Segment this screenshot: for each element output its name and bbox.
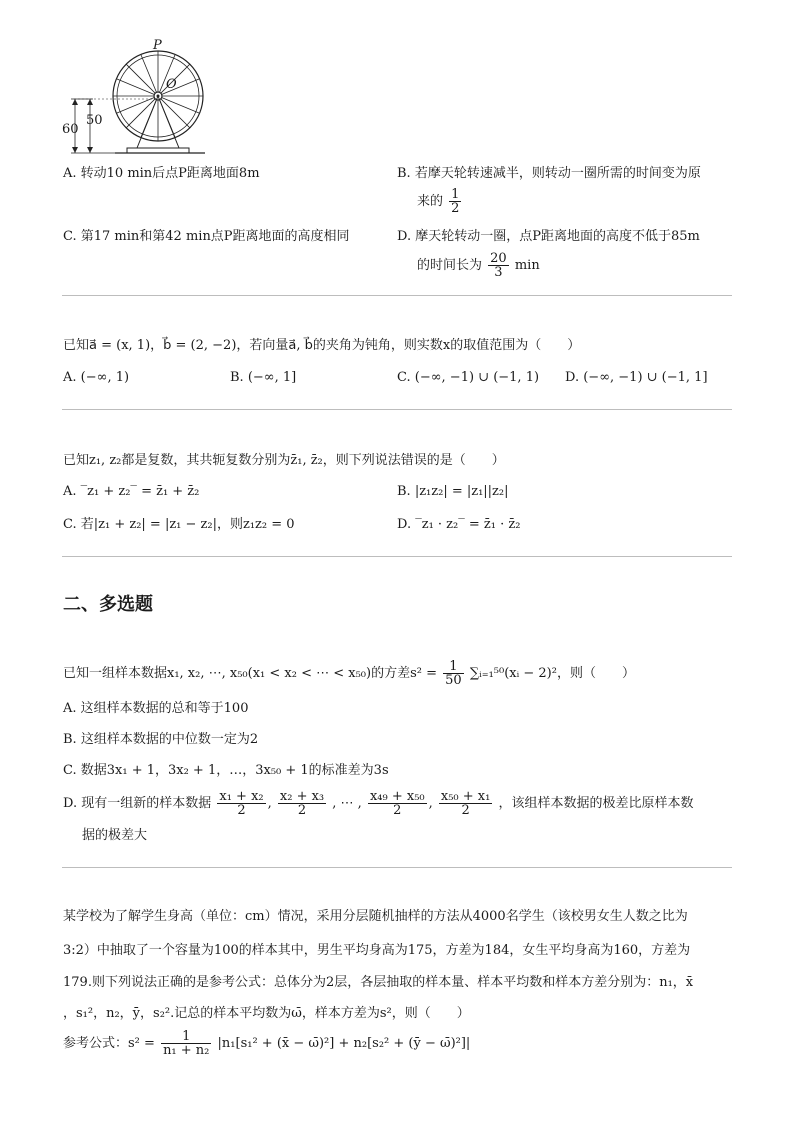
q4-stem-fraction: $\frac{1}{50}$ xyxy=(445,659,462,688)
q5-line2: 3:2）中抽取了一个容量为100的样本其中，男生平均身高为175，方差为184，女生平均身高为160，方差为 xyxy=(63,943,691,958)
q1-option-c: C. 第17 min和第42 min点P距离地面的高度相同 xyxy=(63,229,350,244)
q2-stem: 已知a⃗ = (x, 1)，b⃗ = (2, −2)，若向量a⃗, b⃗的夹角为钝角，则实数x的取值范围为（ ） xyxy=(63,338,581,353)
q1-option-d-line1: D. 摩天轮转动一圈，点P距离地面的高度不低于85m xyxy=(397,229,700,244)
q4-d-fraction-3: $\frac{\text{x₄₉ + x₅₀}}{2}$ xyxy=(369,789,425,818)
divider xyxy=(62,556,732,557)
q3-option-c: C. 若|z₁ + z₂| = |z₁ − z₂|，则z₁z₂ = 0 xyxy=(63,517,295,532)
q1-option-b-line1: B. 若摩天轮转速减半，则转动一圈所需的时间变为原 xyxy=(397,166,701,181)
q4-option-d-line2: 据的极差大 xyxy=(82,828,148,843)
q2-option-d: D. (−∞, −1) ∪ (−1, 1] xyxy=(565,370,708,385)
q1-option-d-line2: 的时间长为 $\frac{20}{3}$ min xyxy=(417,251,540,280)
q4-option-b: B. 这组样本数据的中位数一定为2 xyxy=(63,732,259,747)
q3-stem: 已知z₁, z₂都是复数，其共轭复数分别为z̄₁, z̄₂，则下列说法错误的是（ ） xyxy=(63,453,505,468)
q5-line4: ，s₁²，n₂，ȳ，s₂².记总的样本平均数为ω̄，样本方差为s²，则（ ） xyxy=(63,1006,470,1021)
q1-option-d-fraction: $\frac{20}{3}$ xyxy=(490,251,507,280)
q4-d-fraction-2: $\frac{\text{x₂ + x₃}}{2}$ xyxy=(279,789,325,818)
q2-option-b: B. (−∞, 1] xyxy=(230,370,297,385)
section-title: 二、多选题 xyxy=(63,594,153,615)
q2-option-a: A. (−∞, 1) xyxy=(63,370,130,385)
q2-option-c: C. (−∞, −1) ∪ (−1, 1) xyxy=(397,370,540,385)
q3-option-b: B. |z₁z₂| = |z₁||z₂| xyxy=(397,484,509,499)
divider xyxy=(62,295,732,296)
figure-dim-inner: 50 xyxy=(86,113,103,128)
q5-formula-fraction: $\frac{1}{\text{n₁ + n₂}}$ xyxy=(163,1029,210,1058)
q4-stem: 已知一组样本数据x₁, x₂, ⋯, x₅₀(x₁ < x₂ < ⋯ < x₅₀)的方差s² = $\frac{1}{50}$ ∑ᵢ₌₁⁵⁰(xᵢ − 2)²，则（ ） xyxy=(63,659,635,688)
divider xyxy=(62,867,732,868)
q5-line1: 某学校为了解学生身高（单位：cm）情况，采用分层随机抽样的方法从4000名学生（该校男女生人数之比为 xyxy=(63,909,688,924)
q3-option-d: D. ‾z₁ · z₂‾ = z̄₁ · z̄₂ xyxy=(397,517,521,532)
q4-d-fraction-1: $\frac{\text{x₁ + x₂}}{2}$ xyxy=(219,789,264,818)
q1-option-b-text: 来的 xyxy=(417,194,444,209)
figure-label-o: O xyxy=(166,77,177,92)
ferris-wheel-figure xyxy=(55,32,220,162)
q3-option-a: A. ‾z₁ + z₂‾ = z̄₁ + z̄₂ xyxy=(63,484,200,499)
figure-dim-outer: 60 xyxy=(62,122,79,137)
q5-line3: 179.则下列说法正确的是参考公式：总体分为2层，各层抽取的样本量、样本平均数和样本方差分别为：n₁，x̄ xyxy=(63,975,694,990)
q4-d-fraction-4: $\frac{\text{x₅₀ + x₁}}{2}$ xyxy=(440,789,491,818)
q1-option-a: A. 转动10 min后点P距离地面8m xyxy=(63,166,260,181)
q1-option-b-line2 xyxy=(417,188,463,215)
q4-option-c: C. 数据3x₁ + 1，3x₂ + 1，…，3x₅₀ + 1的标准差为3s xyxy=(63,763,389,778)
figure-label-p: P xyxy=(153,38,162,53)
q5-formula: 参考公式：s² = $\frac{1}{\text{n₁ + n₂}}$ |n₁[s₁² + (x̄ − ω̄)²] + n₂[s₂² + (ȳ − ω̄)²]| xyxy=(63,1029,471,1058)
divider xyxy=(62,409,732,410)
q1-option-b-fraction: $\frac{1}{2}$ xyxy=(451,187,460,216)
q4-option-d-line1: D. 现有一组新的样本数据 $\frac{\text{x₁ + x₂}}{2}$ , $\frac{\text{x₂ + x₃}}{2}$ , ⋯ , $\frac{\text{x₄₉ + x₅₀}}{2}$ , $\frac{\text{x₅₀ + x₁}}{2}$ ，该组样本数据的极差比原样本数 xyxy=(63,789,694,818)
q4-option-a: A. 这组样本数据的总和等于100 xyxy=(63,701,249,716)
